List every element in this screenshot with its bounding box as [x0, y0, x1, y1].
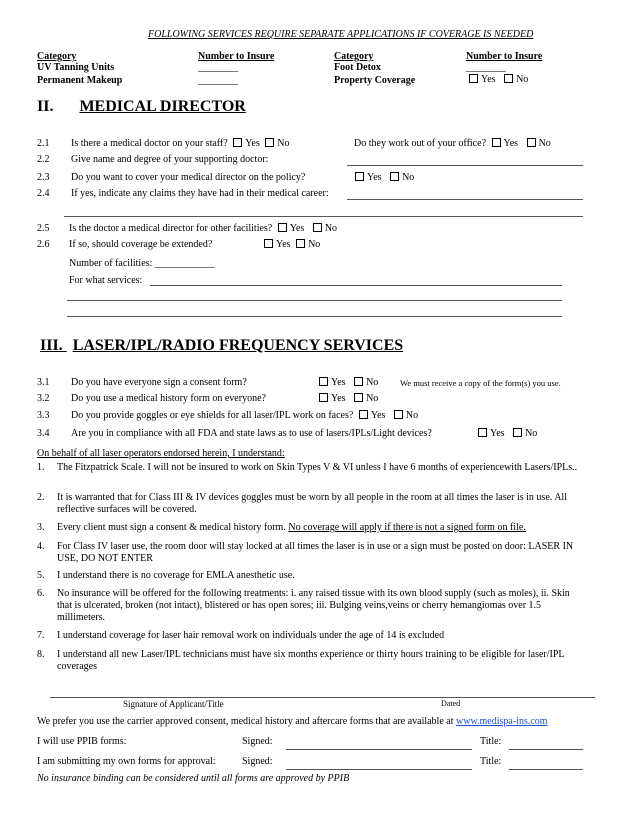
q32-number: 3.2 — [37, 393, 50, 404]
website-link[interactable]: www.medispa-ins.com — [456, 716, 548, 727]
q26-no-label: No — [308, 239, 321, 250]
q24-text: If yes, indicate any claims they have had in their medical career: — [71, 188, 329, 199]
q26-number: 2.6 — [37, 239, 50, 250]
q33-yes-label: Yes — [370, 410, 386, 421]
page-header: FOLLOWING SERVICES REQUIRE SEPARATE APPLICATIONS IF COVERAGE IS NEEDED — [148, 29, 534, 40]
list-item-number: 6. — [37, 588, 45, 599]
q25-no-label: No — [324, 223, 338, 234]
q31-yes-label: Yes — [331, 377, 346, 388]
q34-yes-checkbox[interactable] — [478, 428, 487, 437]
own-signed-line[interactable] — [286, 769, 472, 770]
section3-title: LASER/IPL/RADIO FREQUENCY SERVICES — [72, 337, 404, 354]
q33-number: 3.3 — [37, 410, 50, 421]
what-services-line[interactable] — [150, 285, 562, 286]
list-item — [57, 462, 585, 474]
col-category-right: Category — [334, 51, 374, 62]
list-item-text: The Fitzpatrick Scale. I will not be insured to work on Skin Types V & VI unless I have 6 months of experiencewith Lasers/IPLs.. — [57, 462, 578, 473]
ppib-label: I will use PPIB forms: — [37, 736, 127, 747]
list-item-number: 4. — [37, 541, 45, 552]
q23-yes-checkbox[interactable] — [355, 172, 364, 181]
facilities-field[interactable]: Number of facilities: ____________ — [69, 258, 215, 269]
what-services-line-2[interactable] — [67, 300, 562, 301]
q25-yes-checkbox[interactable] — [278, 223, 287, 232]
list-item-text: I understand coverage for laser hair removal work on individuals under the age of 14 is excluded — [57, 630, 445, 641]
col-number-right: Number to Insure — [466, 51, 543, 62]
q21-yes-label: Yes — [245, 138, 260, 149]
binding-notice: No insurance binding can be considered until all forms are approved by PPIB — [37, 773, 350, 784]
what-services-label: For what services: — [69, 275, 143, 286]
service-foot-detox: Foot Detox — [334, 62, 381, 73]
property-yes-checkbox[interactable] — [469, 74, 478, 83]
list-item-text: I understand all new Laser/IPL technicians must have six months experience or thirty hours training to be eligible for laser/IPL coverages — [57, 649, 565, 672]
uv-number-input[interactable]: ________ — [198, 62, 238, 73]
q32-no-label: No — [366, 393, 379, 404]
list-item-text: For Class IV laser use, the room door will stay locked at all times the laser is in use or a sign must be posted on door: LASER IN USE, DO NOT ENTER — [57, 541, 574, 564]
property-no-checkbox[interactable] — [504, 74, 513, 83]
q21b-yes-checkbox[interactable] — [492, 138, 501, 147]
own-title-label: Title: — [480, 756, 502, 767]
own-signed-label: Signed: — [242, 756, 273, 767]
q34-number: 3.4 — [37, 428, 50, 439]
col-number-left: Number to Insure — [198, 51, 275, 62]
q26-yes-checkbox[interactable] — [264, 239, 273, 248]
list-item — [57, 649, 585, 673]
q21-no-label: No — [277, 138, 290, 149]
q26-text: If so, should coverage be extended? — [69, 239, 213, 250]
col-category-left: Category — [37, 51, 77, 62]
q25-no-checkbox[interactable] — [313, 223, 322, 232]
ppib-title-line[interactable] — [509, 749, 583, 750]
list-item-number: 5. — [37, 570, 45, 581]
signature-label: Signature of Applicant/Title — [123, 699, 224, 709]
q21-number: 2.1 — [37, 138, 50, 149]
q33-text: Do you provide goggles or eye shields for all laser/IPL work on faces? — [71, 410, 354, 421]
q23-no-label: No — [402, 172, 415, 183]
q23-yes-label: Yes — [367, 172, 382, 183]
list-item-text: It is warranted that for Class III & IV devices goggles must be worn by all people in the room at all times the laser is in use. All reflective surfaces will be covered. — [57, 492, 567, 515]
own-forms-label: I am submitting my own forms for approval: — [37, 756, 216, 767]
q32-no-checkbox[interactable] — [354, 393, 363, 402]
service-uv: UV Tanning Units — [37, 62, 115, 73]
q23-text: Do you want to cover your medical director on the policy? — [71, 172, 306, 183]
q21b-text: Do they work out of your office? — [354, 138, 487, 149]
list-item-underlined: No coverage will apply if there is not a signed form on file. — [288, 522, 526, 533]
behalf-statement: On behalf of all laser operators endorsed herein, I understand: — [37, 448, 285, 459]
q23-number: 2.3 — [37, 172, 50, 183]
what-services-line-3[interactable] — [67, 316, 562, 317]
q31-note: We must receive a copy of the form(s) you use. — [400, 378, 561, 388]
signature-line[interactable] — [50, 697, 595, 698]
q34-no-checkbox[interactable] — [513, 428, 522, 437]
dated-label: Dated — [441, 699, 461, 708]
prefer-text: We prefer you use the carrier approved consent, medical history and aftercare forms that are available at — [37, 716, 456, 727]
q24-answer-line-2[interactable] — [64, 216, 583, 217]
q22-text: Give name and degree of your supporting doctor: — [71, 154, 269, 165]
q26-no-checkbox[interactable] — [296, 239, 305, 248]
q33-no-label: No — [405, 410, 419, 421]
list-item — [57, 630, 585, 642]
ppib-title-label: Title: — [480, 736, 502, 747]
section2-number: II. — [37, 98, 54, 115]
q34-text: Are you in compliance with all FDA and state laws as to use of lasers/IPLs/Light devices? — [71, 428, 432, 439]
list-item-number: 7. — [37, 630, 45, 641]
q31-number: 3.1 — [37, 377, 50, 388]
section2-title: MEDICAL DIRECTOR — [79, 98, 246, 115]
q23-no-checkbox[interactable] — [390, 172, 399, 181]
list-item-text: I understand there is no coverage for EMLA anesthetic use. — [57, 570, 295, 581]
q26-yes-label: Yes — [276, 239, 291, 250]
list-item-number: 8. — [37, 649, 45, 660]
list-item-text: Every client must sign a consent & medical history form. — [57, 522, 289, 533]
list-item-number: 3. — [37, 522, 45, 533]
q24-number: 2.4 — [37, 188, 50, 199]
q22-number: 2.2 — [37, 154, 50, 165]
list-item-number: 1. — [37, 462, 45, 473]
q21b-yes-label: Yes — [503, 138, 519, 149]
q32-yes-label: Yes — [331, 393, 346, 404]
q21-text: Is there a medical doctor on your staff? — [71, 138, 228, 149]
q21-no-checkbox[interactable] — [265, 138, 274, 147]
q21-yes-checkbox[interactable] — [233, 138, 242, 147]
q34-no-label: No — [525, 428, 538, 439]
section3-number: III. — [40, 337, 63, 354]
ppib-signed-line[interactable] — [286, 749, 472, 750]
q32-text: Do you use a medical history form on everyone? — [71, 393, 266, 404]
list-item-text: No insurance will be offered for the following treatments: i. any raised tissue with its own blood supply (such as moles), ii. Skin that is ulcerated, broken (not intact), blistered or has open sores; iii. Bulging veins,veins or cherry hemangiomas over 1.5 millimeters. — [57, 588, 570, 623]
q31-no-label: No — [366, 377, 379, 388]
q22-answer-line[interactable] — [347, 165, 583, 166]
q31-text: Do you have everyone sign a consent form? — [71, 377, 247, 388]
service-property: Property Coverage — [334, 75, 416, 86]
list-item — [57, 492, 585, 516]
q24-answer-line[interactable] — [347, 199, 583, 200]
list-item-number: 2. — [37, 492, 45, 503]
service-makeup: Permanent Makeup — [37, 75, 123, 86]
q21b-no-label: No — [538, 138, 551, 149]
q33-yes-checkbox[interactable] — [359, 410, 368, 419]
q31-no-checkbox[interactable] — [354, 377, 363, 386]
q34-yes-label: Yes — [490, 428, 505, 439]
q21b-no-checkbox[interactable] — [527, 138, 536, 147]
list-item — [57, 588, 585, 624]
list-item — [57, 570, 585, 582]
detox-number-input[interactable]: ________ — [466, 62, 506, 73]
list-item — [57, 541, 585, 565]
q25-text: Is the doctor a medical director for other facilities? — [69, 223, 273, 234]
own-title-line[interactable] — [509, 769, 583, 770]
q31-yes-checkbox[interactable] — [319, 377, 328, 386]
q25-number: 2.5 — [37, 223, 50, 234]
property-yes-label: Yes — [481, 74, 496, 85]
q33-no-checkbox[interactable] — [394, 410, 403, 419]
property-no-label: No — [516, 74, 529, 85]
makeup-number-input[interactable]: ________ — [198, 75, 238, 86]
q25-yes-label: Yes — [289, 223, 305, 234]
list-item — [57, 522, 585, 534]
ppib-signed-label: Signed: — [242, 736, 273, 747]
q32-yes-checkbox[interactable] — [319, 393, 328, 402]
